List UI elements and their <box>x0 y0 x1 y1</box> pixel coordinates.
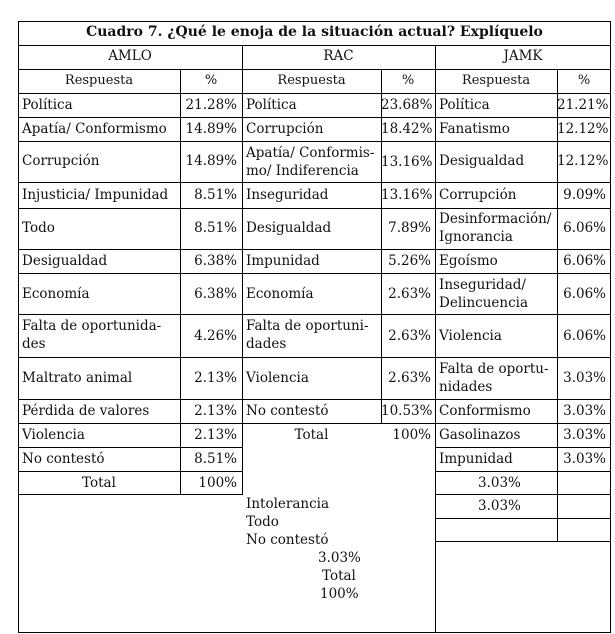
amlo-label: Política <box>22 97 73 113</box>
rule <box>610 21 611 633</box>
rule <box>557 69 558 542</box>
rule <box>435 541 611 542</box>
jamk-overflow-total-label: Total <box>322 568 356 584</box>
col-header-respuesta: Respuesta <box>64 73 134 88</box>
amlo-label: Injusticia/ Impunidad <box>22 187 169 203</box>
jamk-pct: 3.03% <box>563 451 606 467</box>
amlo-pct: 2.13% <box>194 370 237 386</box>
amlo-label: Economía <box>22 286 90 302</box>
jamk-pct: 3.03% <box>563 427 606 443</box>
rac-pct: 23.68% <box>381 97 433 113</box>
rac-pct: 18.42% <box>381 121 433 137</box>
col-header-pct: % <box>204 73 218 88</box>
jamk-label: Violencia <box>439 328 502 344</box>
rule <box>18 471 242 472</box>
jamk-pct: 3.03% <box>563 403 606 419</box>
rac-label: Inseguridad <box>246 187 329 203</box>
amlo-pct: 6.38% <box>194 286 237 302</box>
rac-label: Economía <box>246 286 314 302</box>
jamk-label: Gasolinazos <box>439 427 521 443</box>
rule <box>18 357 611 358</box>
jamk-label: nidades <box>439 379 493 395</box>
amlo-pct: 21.28% <box>185 97 237 113</box>
jamk-label: Fanatismo <box>439 121 510 137</box>
jamk-pct: 6.06% <box>563 328 606 344</box>
amlo-total-label: Total <box>82 475 116 491</box>
rule <box>18 273 611 274</box>
rac-pct: 2.63% <box>388 370 431 386</box>
rac-total-pct: 100% <box>392 427 431 443</box>
jamk-overflow-pct: 3.03% <box>478 498 521 514</box>
group-header-jamk: JAMK <box>503 48 543 64</box>
amlo-label: Desigualdad <box>22 253 108 269</box>
amlo-label: Falta de oportunida- <box>22 318 162 334</box>
rule <box>18 69 611 70</box>
jamk-pct: 6.06% <box>563 220 606 236</box>
jamk-label: Desigualdad <box>439 153 525 169</box>
jamk-label: Conformismo <box>439 403 531 419</box>
amlo-label: Maltrato animal <box>22 370 133 386</box>
rule <box>18 141 611 142</box>
amlo-label: Todo <box>22 220 55 236</box>
jamk-label: Falta de oportu- <box>439 361 549 377</box>
rac-label: mo/ Indiferencia <box>246 163 359 179</box>
jamk-overflow-pct: 3.03% <box>318 550 361 566</box>
rule <box>435 518 611 519</box>
amlo-pct: 14.89% <box>185 121 237 137</box>
jamk-label: Delincuencia <box>439 295 529 311</box>
rac-label: Desigualdad <box>246 220 332 236</box>
rule <box>435 471 611 472</box>
rule <box>18 249 611 250</box>
jamk-label: Ignorancia <box>439 229 513 245</box>
table-title: Cuadro 7. ¿Qué le enoja de la situación actual? Explíquelo <box>86 24 543 40</box>
amlo-pct: 4.26% <box>194 328 237 344</box>
col-header-respuesta: Respuesta <box>277 73 346 88</box>
rule <box>435 45 436 633</box>
jamk-pct: 12.12% <box>557 153 609 169</box>
rac-pct: 13.16% <box>381 187 433 203</box>
amlo-label: des <box>22 336 46 352</box>
rac-label: Corrupción <box>246 121 324 137</box>
rule <box>18 447 242 448</box>
group-header-rac: RAC <box>323 48 354 64</box>
jamk-overflow-label: Intolerancia <box>246 496 330 512</box>
rule <box>18 423 611 424</box>
amlo-total-pct: 100% <box>198 475 237 491</box>
amlo-pct: 14.89% <box>185 153 237 169</box>
col-header-pct: % <box>577 73 591 88</box>
rule <box>435 494 611 495</box>
jamk-label: Política <box>439 97 490 113</box>
rac-pct: 2.63% <box>388 286 431 302</box>
rac-label: No contestó <box>246 403 329 419</box>
rac-total-label: Total <box>294 427 329 443</box>
amlo-label: Corrupción <box>22 153 100 169</box>
jamk-pct: 3.03% <box>563 370 606 386</box>
jamk-overflow-pct: 3.03% <box>478 475 521 491</box>
rule <box>18 117 611 118</box>
amlo-label: No contestó <box>22 451 105 467</box>
rac-label: Falta de oportuni- <box>246 318 369 334</box>
rule <box>18 632 611 633</box>
jamk-overflow-total-pct: 100% <box>320 586 359 602</box>
jamk-pct: 21.21% <box>557 97 609 113</box>
jamk-overflow-label: Todo <box>246 514 279 530</box>
jamk-label: Egoísmo <box>439 253 498 269</box>
amlo-pct: 8.51% <box>194 451 237 467</box>
rule <box>18 314 611 315</box>
rac-label: dades <box>246 336 287 352</box>
jamk-pct: 6.06% <box>563 286 606 302</box>
rule <box>18 45 611 46</box>
jamk-pct: 9.09% <box>563 187 606 203</box>
rac-pct: 5.26% <box>388 253 431 269</box>
amlo-pct: 2.13% <box>194 427 237 443</box>
amlo-pct: 8.51% <box>194 187 237 203</box>
jamk-pct: 6.06% <box>563 253 606 269</box>
jamk-label: Impunidad <box>439 451 513 467</box>
amlo-label: Violencia <box>22 427 85 443</box>
rule <box>18 399 611 400</box>
amlo-pct: 2.13% <box>194 403 237 419</box>
rule <box>18 182 611 183</box>
rule <box>18 93 611 94</box>
rule <box>18 208 611 209</box>
amlo-label: Apatía/ Conformismo <box>22 121 167 137</box>
col-header-pct: % <box>401 73 415 88</box>
group-header-amlo: AMLO <box>108 48 152 64</box>
amlo-pct: 8.51% <box>194 220 237 236</box>
jamk-label: Corrupción <box>439 187 517 203</box>
rac-label: Violencia <box>246 370 309 386</box>
jamk-label: Inseguridad/ <box>439 277 526 293</box>
rac-pct: 7.89% <box>388 220 431 236</box>
rule <box>18 494 242 495</box>
rac-label: Apatía/ Conformis- <box>246 145 375 161</box>
jamk-pct: 12.12% <box>557 121 609 137</box>
rac-label: Impunidad <box>246 253 320 269</box>
rac-pct: 13.16% <box>381 154 433 170</box>
rac-label: Política <box>246 97 297 113</box>
rule <box>435 447 611 448</box>
col-header-respuesta: Respuesta <box>461 73 531 88</box>
amlo-pct: 6.38% <box>194 253 237 269</box>
rule <box>18 21 19 633</box>
jamk-label: Desinformación/ <box>439 211 552 227</box>
amlo-label: Pérdida de valores <box>22 403 150 419</box>
rac-pct: 2.63% <box>388 328 431 344</box>
jamk-overflow-label: No contestó <box>246 532 329 548</box>
rac-pct: 10.53% <box>381 403 433 419</box>
rule <box>18 21 611 22</box>
